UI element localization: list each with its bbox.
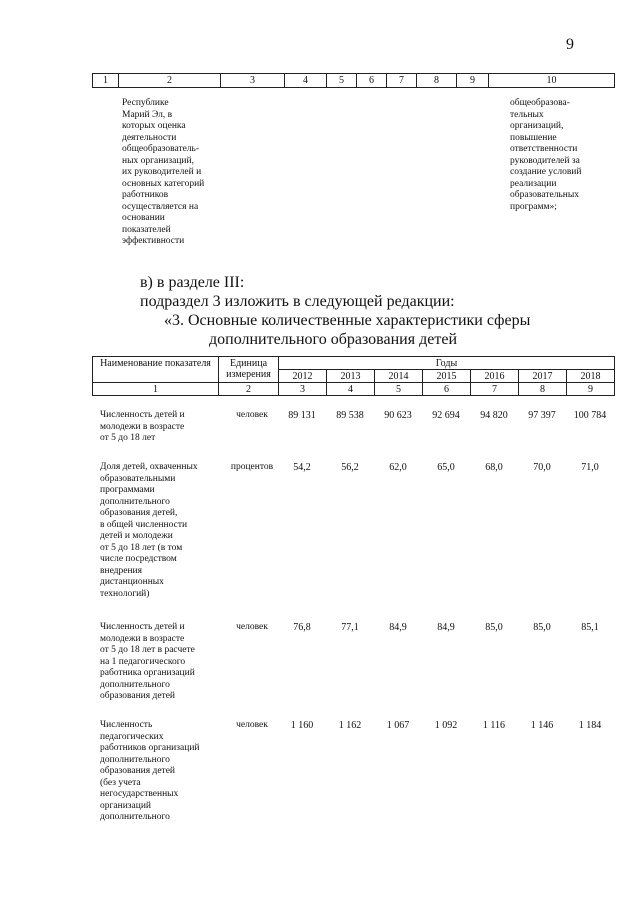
text-line: образования детей	[100, 691, 175, 701]
cell-value: 90 623	[384, 410, 412, 421]
cell-value: 92 694	[432, 410, 460, 421]
row-label	[100, 720, 218, 824]
column-header-name: Наименование показателя	[93, 357, 219, 383]
text-line: Численность детей и	[100, 410, 185, 420]
column-number: 1	[93, 74, 119, 88]
text-line: программами	[100, 485, 155, 495]
text-line: общеобразова-	[510, 98, 570, 108]
row-label	[100, 410, 218, 445]
text-line: в общей численности	[100, 519, 188, 530]
column-number: 10	[489, 74, 615, 88]
continued-left-cell	[122, 98, 222, 248]
cell-value: 54,2	[293, 462, 311, 473]
cell-value: 56,2	[341, 462, 359, 473]
text-line: дополнительного	[100, 679, 170, 690]
cell-value: 68,0	[485, 462, 503, 473]
column-number: 9	[457, 74, 489, 88]
year-header: 2012	[279, 370, 327, 383]
cell-value: 62,0	[389, 462, 407, 473]
text-line: Численность детей и	[100, 622, 185, 632]
text-line: их руководителей и	[122, 167, 202, 177]
text-line: на 1 педагогического	[100, 656, 186, 667]
text-line: детей и молодежи	[100, 531, 173, 541]
continued-table-header	[92, 73, 615, 88]
text-line: работников	[122, 190, 169, 200]
text-line: дистанционных	[100, 577, 164, 587]
year-header: 2013	[327, 370, 375, 383]
column-number: 4	[285, 74, 327, 88]
cell-value: 1 162	[338, 720, 362, 731]
text-line: общеобразователь-	[122, 144, 200, 154]
column-number: 8	[519, 383, 567, 396]
cell-value: 89 538	[336, 410, 364, 421]
text-line: от 5 до 18 лет (в том	[100, 542, 183, 553]
cell-value: 84,9	[437, 622, 455, 633]
cell-value: 65,0	[437, 462, 455, 473]
column-number: 8	[417, 74, 457, 88]
year-header: 2014	[375, 370, 423, 383]
cell-value: 85,0	[533, 622, 551, 633]
column-number: 6	[357, 74, 387, 88]
cell-value: 76,8	[293, 622, 311, 633]
text-line: Республике	[122, 98, 169, 108]
text-line: программ»;	[510, 201, 557, 212]
year-header: 2017	[519, 370, 567, 383]
text-line: дополнительного	[100, 812, 170, 822]
column-number: 3	[279, 383, 327, 396]
text-line: организаций	[100, 800, 152, 811]
text-line: осуществляется на	[122, 201, 199, 212]
section-title-cont: дополнительного образования детей	[209, 331, 457, 348]
text-line: молодежи в возрасте	[100, 421, 185, 432]
amendment-instruction: подраздел 3 изложить в следующей редакции:	[140, 293, 455, 310]
text-line: от 5 до 18 лет	[100, 433, 156, 443]
row-label	[100, 622, 218, 703]
cell-value: 94 820	[480, 410, 508, 421]
text-line: деятельности	[122, 132, 177, 143]
row-unit: человек	[236, 622, 268, 632]
column-number: 2	[119, 74, 221, 88]
row-unit: процентов	[230, 462, 274, 472]
text-line: основании	[122, 213, 165, 223]
cell-value: 100 784	[573, 410, 607, 421]
text-line: образования детей	[100, 766, 175, 776]
column-number: 4	[327, 383, 375, 396]
cell-value: 1 146	[530, 720, 554, 731]
text-line: основных категорий	[122, 178, 205, 189]
cell-value: 70,0	[533, 462, 551, 473]
column-header-years: Годы	[279, 357, 615, 370]
text-line: показателей	[122, 224, 171, 235]
cell-value: 1 160	[290, 720, 314, 731]
text-line: Численность	[100, 720, 153, 730]
cell-value: 1 067	[386, 720, 410, 731]
page-number: 9	[566, 36, 574, 53]
text-line: (без учета	[100, 777, 141, 788]
cell-value: 89 131	[288, 410, 316, 421]
text-line: числе посредством	[100, 554, 177, 564]
column-number: 1	[93, 383, 219, 396]
text-line: создание условий	[510, 167, 582, 177]
text-line: негосударственных	[100, 789, 179, 799]
text-line: ответственности	[510, 144, 578, 154]
column-number: 6	[423, 383, 471, 396]
text-line: технологий)	[100, 588, 150, 599]
year-header: 2018	[567, 370, 615, 383]
column-number: 7	[471, 383, 519, 396]
cell-value: 71,0	[581, 462, 599, 473]
section-title: «3. Основные количественные характеристики сферы	[164, 312, 531, 329]
continued-right-cell	[510, 98, 614, 213]
characteristics-table-header	[92, 356, 615, 396]
cell-value: 77,1	[341, 622, 359, 633]
column-number: 9	[567, 383, 615, 396]
text-line: работника организаций	[100, 668, 195, 678]
text-line: Марий Эл, в	[122, 109, 173, 120]
cell-value: 97 397	[528, 410, 556, 421]
cell-value: 1 092	[434, 720, 458, 731]
column-number: 7	[387, 74, 417, 88]
row-unit: человек	[236, 410, 268, 420]
text-line: образования детей,	[100, 508, 178, 518]
text-line: молодежи в возрасте	[100, 633, 185, 644]
column-number: 5	[375, 383, 423, 396]
text-line: внедрения	[100, 565, 142, 576]
column-number: 2	[219, 383, 279, 396]
text-line: тельных	[510, 109, 544, 120]
text-line: организаций,	[510, 121, 564, 131]
cell-value: 1 184	[578, 720, 602, 731]
text-line: образовательных	[510, 190, 579, 200]
text-line: повышение	[510, 132, 557, 143]
text-line: дополнительного	[100, 754, 170, 765]
row-unit: человек	[236, 720, 268, 730]
text-line: Доля детей, охваченных	[100, 462, 198, 472]
column-number: 5	[327, 74, 357, 88]
text-line: работников организаций	[100, 743, 200, 753]
text-line: ных организаций,	[122, 155, 194, 166]
text-line: дополнительного	[100, 496, 170, 507]
text-line: от 5 до 18 лет в расчете	[100, 645, 195, 655]
cell-value: 1 116	[482, 720, 506, 731]
text-line: руководителей за	[510, 155, 580, 166]
text-line: реализации	[510, 178, 557, 189]
text-line: образовательными	[100, 473, 176, 484]
text-line: эффективности	[122, 236, 185, 246]
amendment-item: в) в разделе III:	[140, 274, 245, 291]
cell-value: 85,1	[581, 622, 599, 633]
cell-value: 85,0	[485, 622, 503, 633]
column-header-unit: Единица измерения	[219, 357, 279, 383]
column-number: 3	[221, 74, 285, 88]
year-header: 2016	[471, 370, 519, 383]
text-line: которых оценка	[122, 121, 186, 131]
cell-value: 84,9	[389, 622, 407, 633]
text-line: педагогических	[100, 731, 164, 742]
row-label	[100, 462, 218, 600]
year-header: 2015	[423, 370, 471, 383]
